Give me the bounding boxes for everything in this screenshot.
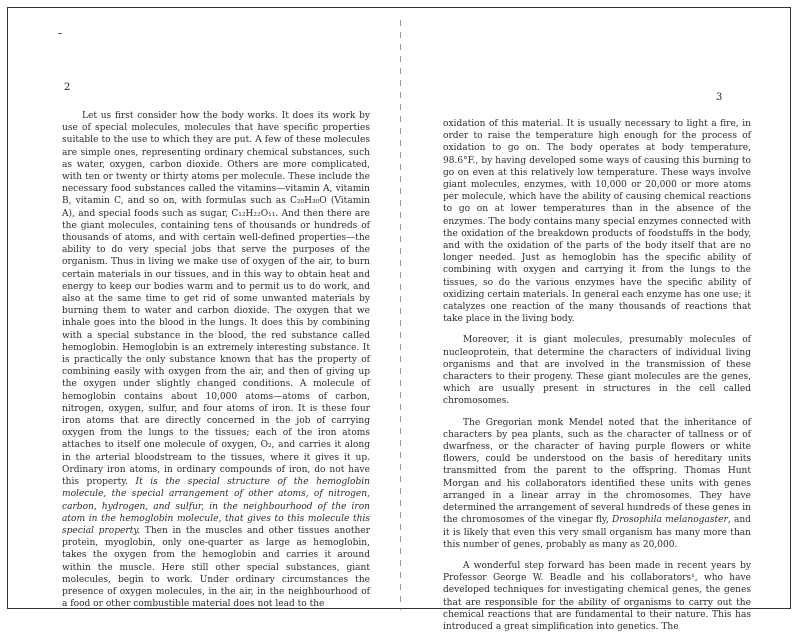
right-paragraph-3-tail: , and it is likely that even this very small organism has many more than this number of genes, probably as many as 20,000. xyxy=(443,515,751,550)
left-paragraph-tail: Then in the muscles and other tissues another protein, myoglobin, only one-quarter as large as hemoglobin, takes the oxygen from the hemoglobin and carries it around within the muscle. Here still other special substances, giant molecules, begin to work. Under ordinary circumstances the presence of oxygen molecules, in the air, in the neighbourhood of a food or other combustible material does not lead to the xyxy=(62,525,370,610)
left-paragraph-body: Let us first consider how the body works. It does its work by use of special molecules, molecules that have specific properties suitable to the use to which they are put. A few of these molecules are simple ones, representing ordinary chemical substances, such as water, oxygen, carbon dioxide. Others are more complicated, with ten or twenty or thirty atoms per molecule. These include the necessary food substances called the vitamins—vitamin A, vitamin B, vitamin C, and so on, with formulas such as C₂₀H₃₀O (Vitamin A), and special foods such as sugar, C₁₂H₂₂O₁₁. And then there are the giant molecules, containing tens of thousands or hundreds of thousands of atoms, and with certain well-defined properties—the ability to do very special jobs that serve the purposes of the organism. Thus in living we make use of oxygen of the air, to burn certain materials in our tissues, and in this way to obtain heat and energy to keep our bodies warm and to permit us to do work, and also at the same time to get rid of some unwanted materials by burning them to water and carbon dioxide. The oxygen that we inhale goes into the blood in the lungs. It does this by combining with a special substance in the blood, the red substance called hemoglobin. Hemoglobin is an extremely interesting substance. It is practically the only substance known that has the property of combining easily with oxygen from the air, and then of giving up the oxygen under slightly changed conditions. A molecule of hemoglobin contains about 10,000 atoms—atoms of carbon, nitrogen, oxygen, sulfur, and four atoms of iron. It is these four iron atoms that are directly concerned in the job of carrying oxygen from the lungs to the tissues; each of the iron atoms attaches to itself one molecule of oxygen, O₂, and carries it along in the arterial bloodstream to the tissues, where it gives it up. Ordinary iron atoms, in ordinary compounds of iron, do not have this property. xyxy=(62,111,370,488)
right-paragraph-2: Moreover, it is giant molecules, presumably molecules of nucleoprotein, that determine the characters of individual living organisms and that are involved in the transmission of these characters to their progeny. These giant molecules are the genes, which are usually present in structures in the cell called chromosomes. xyxy=(443,335,751,407)
book-gutter xyxy=(400,20,401,610)
left-paragraph xyxy=(62,110,370,610)
right-paragraph-3 xyxy=(443,417,751,551)
right-paragraph-1: oxidation of this material. It is usually necessary to light a fire, in order to raise the temperature high enough for the process of oxidation to go on. The body operates at body temperature, 98.6°F., by having developed some ways of causing this burning to go on even at this relatively low temperature. These ways involve giant molecules, enzymes, with 10,000 or 20,000 or more atoms per molecule, which have the ability of causing chemical reactions to go on at lower temperatures than in the absence of the enzymes. The body contains many special enzymes connected with the oxidation of the breakdown products of foodstuffs in the body, and with the oxidation of the parts of the body itself that are no longer needed. Just as hemoglobin has the specific ability of combining with oxygen and carrying it from the lungs to the tissues, so do the various enzymes have the specific ability of oxidizing certain materials. In general each enzyme has one use; it catalyzes one reaction of the many thousands of reactions that take place in the living body. xyxy=(443,119,751,325)
page-number-right: 3 xyxy=(716,92,723,103)
corner-mark: - xyxy=(58,26,63,40)
right-page-text xyxy=(443,118,751,633)
right-paragraph-4: A wonderful step forward has been made in recent years by Professor George W. Beadle and his collaborators¹, who have developed techniques for investigating chemical genes, the genes that are responsible for the ability of organisms to carry out the chemical reactions that are fundamental to their nature. This has introduced a great simplification into genetics. The xyxy=(443,560,751,632)
right-paragraph-3-body: The Gregorian monk Mendel noted that the inheritance of characters by pea plants, such as the character of tallness or of dwarfness, or the character of having purple flowers or white flowers, could be understood on the basis of hereditary units transmitted from the parent to the offspring. Thomas Hunt Morgan and his collaborators identified these units with genes arranged in a linear array in the chromosomes. They have determined the arrangement of several hundreds of these genes in the chromosomes of the vinegar fly, xyxy=(443,417,751,526)
species-name: Drosophila melanogaster xyxy=(611,515,728,526)
left-emphasis: It is the special structure of the hemoglobin molecule, the special arrangement of other atoms, of nitrogen, carbon, hydrogen, and sulfur, in the neighbourhood of the iron atom in the hemoglobin molecule, that gives to this molecule this special property. xyxy=(62,477,371,536)
page-number-left: 2 xyxy=(64,82,71,93)
left-page-text xyxy=(62,110,370,610)
